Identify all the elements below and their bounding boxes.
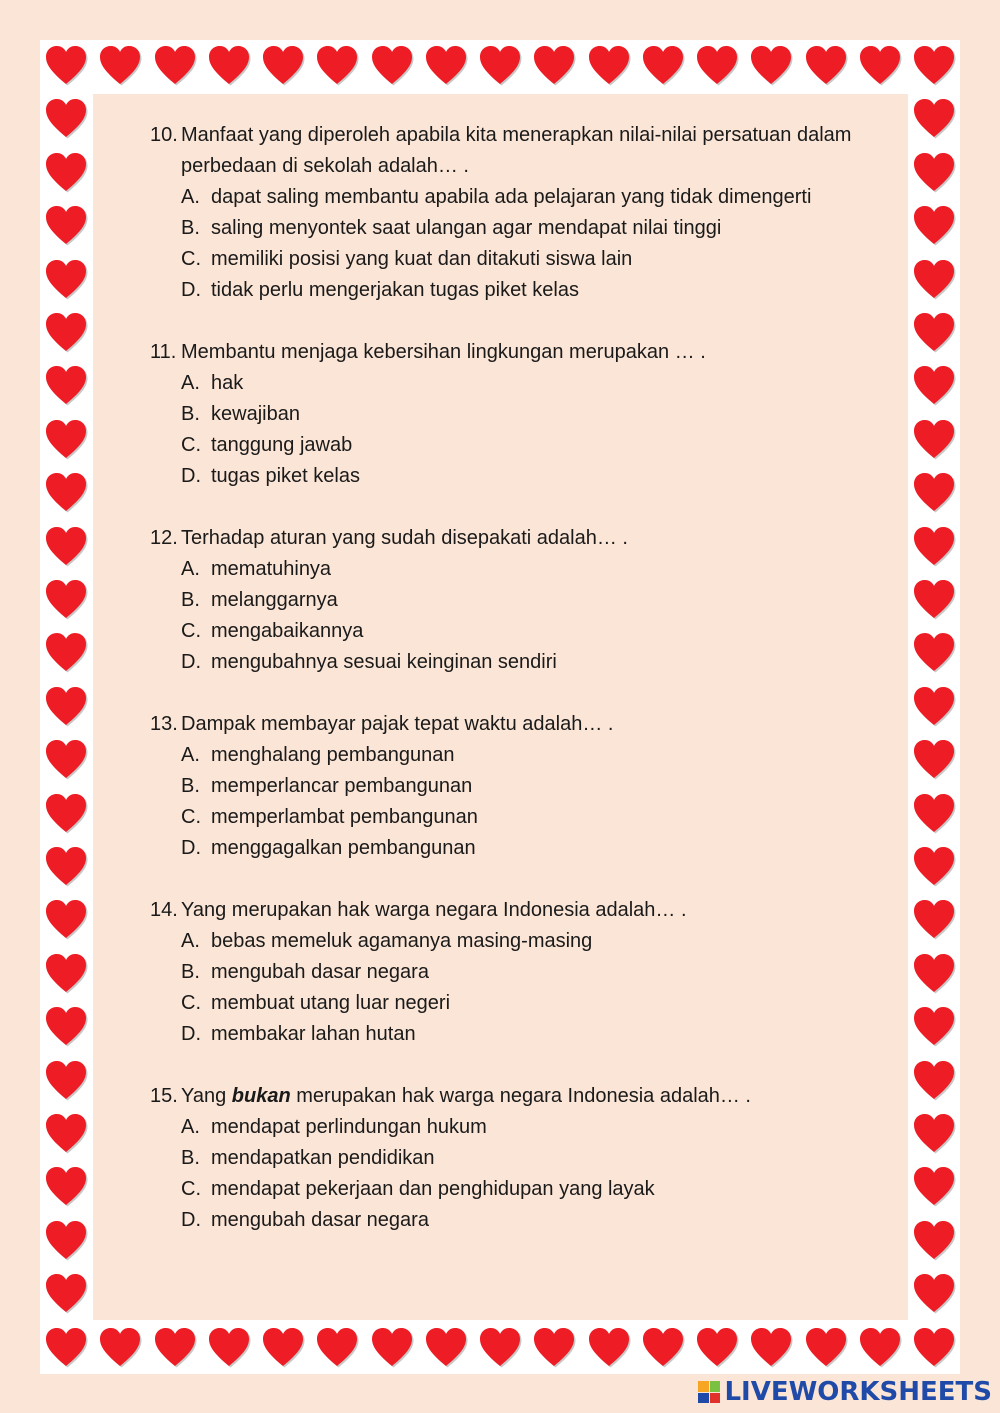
heart-icon (695, 1326, 739, 1370)
option-text: memperlambat pembangunan (211, 806, 478, 828)
heart-icon (44, 952, 88, 996)
question-text: Dampak membayar pajak tepat waktu adalah… . (181, 713, 614, 735)
question-10 (150, 120, 870, 306)
question-number: 13. (150, 713, 178, 735)
heart-icon (98, 1326, 142, 1370)
option-letter: B. (181, 775, 200, 797)
option-d (150, 647, 870, 678)
option-letter: A. (181, 744, 200, 766)
question-text: Terhadap aturan yang sudah disepakati adalah… . (181, 527, 628, 549)
heart-icon (44, 151, 88, 195)
option-text: mematuhinya (211, 558, 332, 580)
option-letter: A. (181, 1116, 200, 1138)
question-number: 14. (150, 899, 178, 921)
heart-icon (912, 525, 956, 569)
heart-icon (315, 1326, 359, 1370)
option-letter: D. (181, 1209, 201, 1231)
heart-icon (912, 1005, 956, 1049)
option-c (150, 802, 870, 833)
option-d (150, 275, 870, 306)
option-text: mengubah dasar negara (211, 961, 429, 983)
option-a (150, 1112, 870, 1143)
option-text: hak (211, 372, 244, 394)
option-b (150, 399, 870, 430)
heart-icon (44, 578, 88, 622)
heart-icon (912, 258, 956, 302)
heart-icon (44, 1326, 88, 1370)
question-number: 12. (150, 527, 178, 549)
heart-icon (153, 44, 197, 88)
heart-icon (912, 898, 956, 942)
option-text: tugas piket kelas (211, 465, 360, 487)
question-14 (150, 895, 870, 1050)
heart-icon (370, 44, 414, 88)
heart-icon (478, 44, 522, 88)
option-text: tanggung jawab (211, 434, 353, 456)
option-d (150, 833, 870, 864)
heart-icon (912, 364, 956, 408)
option-text: dapat saling membantu apabila ada pelajaran yang tidak dimengerti (211, 186, 812, 208)
option-letter: C. (181, 248, 201, 270)
heart-icon (44, 525, 88, 569)
question-13 (150, 709, 870, 864)
heart-icon (641, 44, 685, 88)
option-a (150, 182, 870, 213)
heart-icon (912, 631, 956, 675)
option-text: bebas memeluk agamanya masing-masing (211, 930, 593, 952)
heart-icon (44, 311, 88, 355)
question-list (150, 120, 870, 1267)
option-b (150, 957, 870, 988)
option-letter: C. (181, 806, 201, 828)
heart-icon (749, 1326, 793, 1370)
option-text: melanggarnya (211, 589, 338, 611)
heart-icon (695, 44, 739, 88)
heart-icon (44, 685, 88, 729)
heart-icon (44, 1219, 88, 1263)
option-text: menggagalkan pembangunan (211, 837, 476, 859)
option-letter: C. (181, 1178, 201, 1200)
option-c (150, 1174, 870, 1205)
heart-icon (478, 1326, 522, 1370)
question-12 (150, 523, 870, 678)
heart-icon (858, 1326, 902, 1370)
heart-icon (370, 1326, 414, 1370)
option-d (150, 461, 870, 492)
heart-icon (912, 1326, 956, 1370)
heart-icon (587, 44, 631, 88)
question-text: Yang merupakan hak warga negara Indonesia adalah… . (181, 899, 687, 921)
option-letter: C. (181, 434, 201, 456)
heart-icon (44, 1165, 88, 1209)
option-c (150, 616, 870, 647)
option-letter: A. (181, 186, 200, 208)
option-text: memiliki posisi yang kuat dan ditakuti siswa lain (211, 248, 633, 270)
option-a (150, 740, 870, 771)
heart-icon (912, 1112, 956, 1156)
liveworksheets-watermark (698, 1377, 992, 1407)
option-text: mendapat pekerjaan dan penghidupan yang layak (211, 1178, 655, 1200)
heart-icon (912, 792, 956, 836)
heart-icon (207, 1326, 251, 1370)
option-text: saling menyontek saat ulangan agar mendapat nilai tinggi (211, 217, 722, 239)
option-text: membuat utang luar negeri (211, 992, 451, 1014)
heart-icon (912, 418, 956, 462)
heart-icon (44, 258, 88, 302)
heart-icon (44, 204, 88, 248)
heart-icon (207, 44, 251, 88)
question-15 (150, 1081, 870, 1236)
question-text: Manfaat yang diperoleh apabila kita menerapkan nilai-nilai persatuan dalam perbedaan di sekolah adalah… . (181, 124, 852, 177)
option-text: mengubah dasar negara (211, 1209, 429, 1231)
heart-icon (153, 1326, 197, 1370)
option-a (150, 926, 870, 957)
heart-icon (912, 44, 956, 88)
heart-icon (44, 1005, 88, 1049)
heart-icon (44, 471, 88, 515)
heart-icon (912, 97, 956, 141)
heart-icon (912, 204, 956, 248)
heart-icon (261, 44, 305, 88)
option-letter: B. (181, 961, 200, 983)
heart-icon (44, 97, 88, 141)
heart-icon (749, 44, 793, 88)
heart-icon (912, 1272, 956, 1316)
option-b (150, 213, 870, 244)
heart-icon (912, 845, 956, 889)
option-text: tidak perlu mengerjakan tugas piket kelas (211, 279, 579, 301)
heart-icon (44, 845, 88, 889)
option-b (150, 585, 870, 616)
option-letter: D. (181, 837, 201, 859)
heart-icon (912, 1219, 956, 1263)
heart-icon (44, 792, 88, 836)
heart-icon (912, 151, 956, 195)
heart-icon (44, 738, 88, 782)
heart-icon (912, 1165, 956, 1209)
heart-icon (912, 471, 956, 515)
heart-icon (44, 1059, 88, 1103)
option-letter: D. (181, 465, 201, 487)
heart-icon (532, 44, 576, 88)
question-text-end: merupakan hak warga negara Indonesia adalah… . (290, 1085, 751, 1107)
heart-icon (912, 685, 956, 729)
question-text-start: Yang (181, 1085, 232, 1107)
heart-icon (424, 44, 468, 88)
heart-icon (641, 1326, 685, 1370)
option-letter: B. (181, 1147, 200, 1169)
option-letter: A. (181, 558, 200, 580)
option-letter: D. (181, 651, 201, 673)
heart-icon (912, 578, 956, 622)
heart-icon (912, 311, 956, 355)
option-c (150, 988, 870, 1019)
option-text: memperlancar pembangunan (211, 775, 473, 797)
option-a (150, 554, 870, 585)
heart-icon (44, 418, 88, 462)
liveworksheets-logo-text: LIVEWORKSHEETS (724, 1377, 992, 1407)
heart-icon (858, 44, 902, 88)
question-11 (150, 337, 870, 492)
question-number: 15. (150, 1085, 178, 1107)
option-d (150, 1205, 870, 1236)
question-number: 10. (150, 124, 178, 146)
heart-icon (912, 952, 956, 996)
liveworksheets-logo-icon (698, 1381, 720, 1403)
heart-icon (532, 1326, 576, 1370)
option-a (150, 368, 870, 399)
option-letter: D. (181, 1023, 201, 1045)
option-letter: C. (181, 992, 201, 1014)
heart-icon (98, 44, 142, 88)
option-letter: B. (181, 589, 200, 611)
heart-icon (44, 364, 88, 408)
option-text: membakar lahan hutan (211, 1023, 416, 1045)
option-letter: A. (181, 930, 200, 952)
heart-icon (587, 1326, 631, 1370)
question-emphasis: bukan (231, 1085, 291, 1107)
option-text: mendapat perlindungan hukum (211, 1116, 487, 1138)
option-letter: A. (181, 372, 200, 394)
question-text (181, 1081, 870, 1112)
heart-icon (804, 44, 848, 88)
option-text: menghalang pembangunan (211, 744, 455, 766)
question-number: 11. (150, 341, 177, 363)
heart-icon (912, 738, 956, 782)
heart-icon (261, 1326, 305, 1370)
option-c (150, 244, 870, 275)
option-text: kewajiban (211, 403, 300, 425)
heart-icon (912, 1059, 956, 1103)
heart-icon (44, 1272, 88, 1316)
question-text: Membantu menjaga kebersihan lingkungan merupakan … . (181, 341, 706, 363)
option-letter: C. (181, 620, 201, 642)
option-b (150, 771, 870, 802)
option-text: mengubahnya sesuai keinginan sendiri (211, 651, 557, 673)
heart-icon (424, 1326, 468, 1370)
option-text: mengabaikannya (211, 620, 364, 642)
heart-icon (44, 44, 88, 88)
option-d (150, 1019, 870, 1050)
option-text: mendapatkan pendidikan (211, 1147, 435, 1169)
heart-icon (44, 1112, 88, 1156)
option-letter: B. (181, 403, 200, 425)
heart-icon (804, 1326, 848, 1370)
option-b (150, 1143, 870, 1174)
heart-icon (315, 44, 359, 88)
option-letter: B. (181, 217, 200, 239)
option-c (150, 430, 870, 461)
heart-icon (44, 898, 88, 942)
heart-icon (44, 631, 88, 675)
option-letter: D. (181, 279, 201, 301)
